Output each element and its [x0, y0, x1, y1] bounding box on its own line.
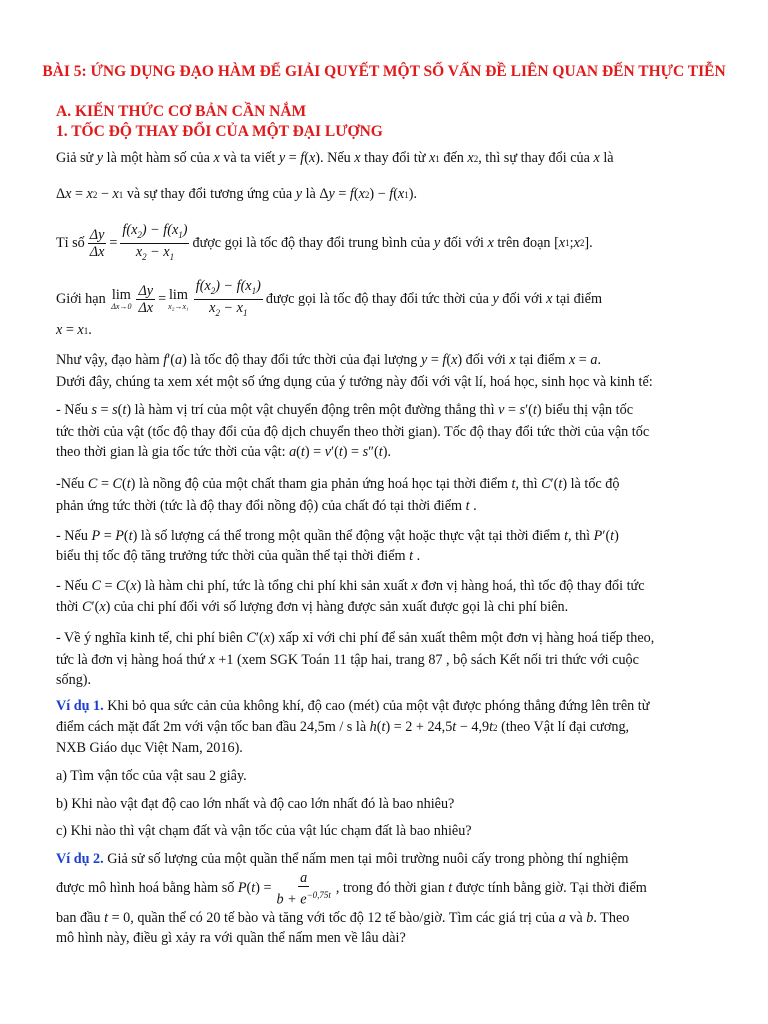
section-1-heading: 1. TỐC ĐỘ THAY ĐỔI CỦA MỘT ĐẠI LƯỢNG — [56, 123, 383, 140]
text: -Nếu — [56, 476, 85, 492]
text: là số lượng cá thể trong một quần thể động vật hoặc thực vật tại thời điểm — [140, 528, 561, 544]
text: Giới hạn — [56, 290, 106, 307]
text: được gọi là tốc độ thay đổi trung bình của — [192, 234, 431, 251]
text: và — [569, 910, 583, 926]
bullet-5-line-2: tức là đơn vị hàng hoá thứ x +1 (xem SGK Toán 11 tập hai, trang 87 , bộ sách Kết nối tri thức với cuộc — [56, 652, 639, 668]
bullet-4-line-2: thời C ′( x ) của chi phí đối với số lượng đơn vị hàng được sản xuất được gọi là chi phí biên. — [56, 599, 569, 615]
text: đối với — [443, 234, 484, 251]
text: - Về ý nghĩa kinh tế, chi phí biên — [56, 630, 243, 646]
bullet-4-line-1: - Nếu C = C ( x ) là hàm chi phí, tức là tổng chi phí khi sản xuất x đơn vị hàng hoá, thì tốc độ thay đổi tức — [56, 578, 645, 594]
example-2-line-4 — [56, 930, 406, 947]
text: đối với — [502, 290, 543, 307]
text: (xem SGK Toán 11 tập hai, trang 87 , bộ sách Kết nối tri thức với cuộc — [237, 652, 639, 668]
limit-fraction: $\frac{\Delta y}{\Delta x}$ — [138, 282, 154, 316]
paragraph-3-line: Tỉ số $\frac{\Delta y}{\Delta x}$ = $\frac{f(x_2) - f(x_1)}{x_2 - x_1}$ được gọi là tốc độ thay đổi trung bình của y đối với x trên đoạn [ x 1 ; x 2 ]. — [56, 222, 593, 265]
text: , quần thể có 20 tế bào và tăng với tốc độ 12 tế bào/giờ. Tìm các giá trị của — [130, 910, 556, 926]
text: Giả sử số lượng của một quần thể nấm men tại môi trường nuôi cấy trong phòng thí nghiệm — [107, 851, 629, 867]
paragraph-2-line: Δ x = x 2 − x 1 và sự thay đổi tương ứng của y là Δ y = f ( x 2 ) − f ( x 1 ). — [56, 186, 418, 202]
example-2-label: Ví dụ 2. — [56, 851, 104, 867]
example-2-line-2: được mô hình hoá bằng hàm số P ( t ) = $\frac{a}{b + e^{-0,75t}}$ , trong đó thời gian t được tính bằng giờ. Tại thời điểm — [56, 870, 647, 908]
text: và sự thay đổi tương ứng của — [126, 186, 293, 202]
text: , trong đó thời gian — [335, 880, 445, 897]
text: b) Khi nào vật đạt độ cao lớn nhất và độ cao lớn nhất đó là bao nhiêu? — [56, 796, 455, 812]
population-fraction: $\frac{a}{b + e^{-0,75t}}$ — [276, 870, 331, 908]
text: là — [603, 150, 614, 166]
text: là hàm chi phí, tức là tổng chi phí khi sản xuất — [144, 578, 408, 594]
paragraph-6-line — [56, 374, 653, 391]
text: là tốc độ — [570, 476, 620, 492]
text: , thì sự thay đổi của — [478, 150, 590, 166]
text: là hàm vị trí của một vật chuyển động trên một đường thẳng thì — [134, 402, 495, 418]
example-2-line-3: ban đầu t = 0 , quần thể có 20 tế bào và tăng với tốc độ 12 tế bào/giờ. Tìm các giá trị của a và b . Theo — [56, 910, 630, 926]
text: thời — [56, 599, 79, 615]
paragraph-5-line: Như vậy, đạo hàm f ′( a ) là tốc độ thay đổi tức thời của đại lượng y = f ( x ) đối với x tại điểm x = a . — [56, 352, 601, 368]
text: là nồng độ của một chất tham gia phản ứng hoá học tại thời điểm — [138, 476, 508, 492]
text: biểu thị vận tốc — [545, 402, 633, 418]
bullet-5-line-1: - Về ý nghĩa kinh tế, chi phí biên C ′( x ) xấp xỉ với chi phí để sản xuất thêm một đơn vị hàng hoá tiếp theo, — [56, 630, 655, 646]
text: xấp xỉ với chi phí để sản xuất thêm một đơn vị hàng hoá tiếp theo, — [278, 630, 655, 646]
bullet-3-line-1: - Nếu P = P ( t ) là số lượng cá thể trong một quần thể động vật hoặc thực vật tại thời điểm t , thì P ′( t ) — [56, 528, 619, 544]
text: tức là đơn vị hàng hoá thứ — [56, 652, 205, 668]
bullet-1-line-3: theo thời gian là gia tốc tức thời của vật: a ( t ) = v ′( t ) = s ″( t ). — [56, 444, 392, 460]
text: được mô hình hoá bằng hàm số — [56, 880, 235, 897]
text: Khi bỏ qua sức cản của không khí, độ cao (mét) của một vật được phóng thẳng đứng lên trên từ — [107, 698, 650, 714]
ratio-fraction: $\frac{\Delta y}{\Delta x}$ — [89, 226, 105, 260]
text: c) Khi nào thì vật chạm đất và vận tốc của vật lúc chạm đất là bao nhiêu? — [56, 823, 472, 839]
paragraph-4-cont: x = x 1 . — [56, 322, 92, 338]
text: Như vậy, đạo hàm — [56, 352, 160, 368]
text: được tính bằng giờ. Tại thời điểm — [455, 880, 647, 897]
text: là tốc độ thay đổi tức thời của đại lượng — [190, 352, 418, 368]
example-1-line-1 — [56, 698, 649, 715]
text: điểm cách mặt đất — [56, 719, 160, 735]
text: là — [305, 186, 316, 202]
lesson-title: BÀI 5: ỨNG DỤNG ĐẠO HÀM ĐỂ GIẢI QUYẾT MỘT SỐ VẤN ĐỀ LIÊN QUAN ĐẾN THỰC TIỄN — [42, 63, 726, 80]
text: - Nếu — [56, 402, 88, 418]
bullet-2-line-2: phản ứng tức thời (tức là độ thay đổi nồng độ) của chất đó tại thời điểm t . — [56, 498, 477, 514]
text: đối với — [465, 352, 506, 368]
text: . Nếu — [320, 150, 351, 166]
text: a) Tìm vận tốc của vật sau 2 giây. — [56, 768, 247, 784]
text: ban đầu — [56, 910, 101, 926]
section-a-heading: A. KIẾN THỨC CƠ BẢN CẦN NẮM — [56, 103, 307, 120]
text: với vận tốc ban đầu — [184, 719, 297, 735]
example-1-line-3 — [56, 740, 243, 757]
example-1-question-b — [56, 796, 454, 813]
text: tại điểm — [555, 290, 603, 307]
bullet-3-line-2: biểu thị tốc độ tăng trưởng tức thời của quần thể tại thời điểm t . — [56, 548, 421, 564]
text: - Nếu — [56, 528, 88, 544]
text: theo thời gian là gia tốc tức thời của vật: — [56, 444, 286, 460]
example-1-label: Ví dụ 1. — [56, 698, 104, 714]
text: của chi phí đối với số lượng đơn vị hàng được sản xuất được gọi là chi phí biên. — [113, 599, 569, 615]
text: phản ứng tức thời (tức là độ thay đổi nồng độ) của chất đó tại thời điểm — [56, 498, 463, 514]
bullet-5-line-3 — [56, 672, 91, 689]
text: tức thời của vật (tốc độ thay đổi của độ dịch chuyển theo thời gian). Tốc độ thay đổi tức thời của vận tốc — [56, 424, 650, 440]
text: và ta viết — [223, 150, 276, 166]
text: , thì — [568, 528, 591, 544]
text: Giả sử — [56, 150, 94, 166]
text: - Nếu — [56, 578, 88, 594]
text: trên đoạn — [497, 234, 551, 251]
text: thay đổi từ — [364, 150, 426, 166]
paragraph-4-line: Giới hạn lim Δx→0 $\frac{\Delta y}{\Delta x}$ = lim x₂→x₁ $\frac{f(x_2) - f(x_1)}{x_2 - x_1}$ được gọi là tốc độ thay đổi tức thời của y đối với x tại điểm — [56, 278, 602, 321]
paragraph-1-line: Giả sử y là một hàm số của x và ta viết y = f ( x ) . Nếu x thay đổi từ x 1 đến x 2 , thì sự thay đổi của x là — [56, 150, 614, 166]
bullet-1-line-2 — [56, 424, 649, 441]
ratio-fraction-expanded: $\frac{f(x_2) - f(x_1)}{x_2 - x_1}$ — [122, 222, 188, 262]
bullet-2-line-1: -Nếu C = C ( t ) là nồng độ của một chất tham gia phản ứng hoá học tại thời điểm t , thì C ′( t ) là tốc độ — [56, 476, 620, 492]
text: là một hàm số của — [106, 150, 210, 166]
text: được gọi là tốc độ thay đổi tức thời của — [265, 290, 489, 307]
text: , thì — [515, 476, 538, 492]
text: Tỉ số — [56, 234, 85, 251]
example-1-question-a — [56, 768, 247, 785]
text: Dưới đây, chúng ta xem xét một số ứng dụng của ý tưởng này đối với vật lí, hoá học, sinh học và kinh tế: — [56, 374, 653, 390]
text: đến — [443, 150, 464, 166]
text: sống). — [56, 672, 92, 688]
text: (theo Vật lí đại cương, — [501, 719, 630, 735]
text: NXB Giáo dục Việt Nam, 2016). — [56, 740, 243, 756]
example-2-line-1 — [56, 851, 628, 868]
text: tại điểm — [519, 352, 566, 368]
text: biểu thị tốc độ tăng trưởng tức thời của quần thể tại thời điểm — [56, 548, 406, 564]
bullet-1-line-1: - Nếu s = s ( t ) là hàm vị trí của một vật chuyển động trên một đường thẳng thì v = s ′( t ) biểu thị vận tốc — [56, 402, 633, 418]
example-1-line-2: điểm cách mặt đất 2m với vận tốc ban đầu 24,5m / s là h ( t ) = 2 + 24,5 t − 4,9 t 2 (theo Vật lí đại cương, — [56, 719, 630, 735]
text: . Theo — [593, 910, 630, 926]
limit-symbol: lim x₂→x₁ — [168, 286, 189, 311]
text: là — [355, 719, 367, 735]
limit-symbol: lim Δx→0 — [111, 286, 132, 311]
example-1-question-c — [56, 823, 472, 840]
limit-fraction-expanded: $\frac{f(x_2) - f(x_1)}{x_2 - x_1}$ — [195, 278, 261, 318]
text: mô hình này, điều gì xảy ra với quần thể nấm men về lâu dài? — [56, 930, 406, 946]
text: đơn vị hàng hoá, thì tốc độ thay đổi tức — [421, 578, 645, 594]
